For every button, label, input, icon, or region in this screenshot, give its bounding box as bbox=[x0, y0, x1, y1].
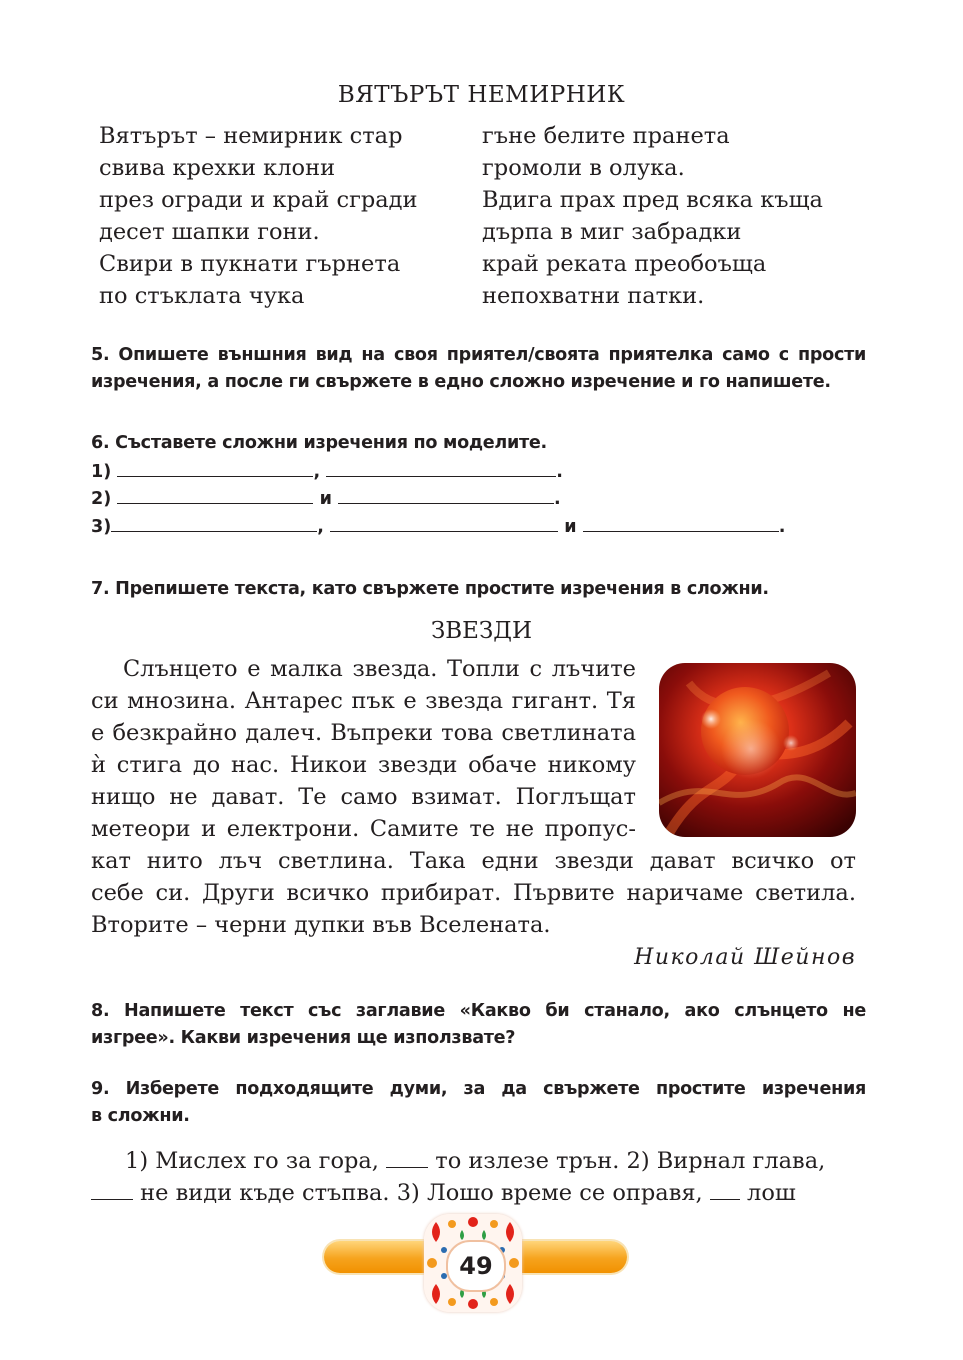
poem-line: громоли в олука. bbox=[482, 155, 685, 181]
separator: и bbox=[319, 489, 332, 509]
poem-line: по стъклата чука bbox=[99, 283, 305, 309]
poem-line: десет шапки гони. bbox=[99, 219, 320, 245]
task-5 bbox=[91, 342, 866, 396]
exercise-text: 1) Мислех го за гора, bbox=[125, 1148, 379, 1174]
poem-line: Вятърът – немирник стар bbox=[99, 123, 403, 149]
task-8-line: изгрее». Какви изречения ще използвате? bbox=[91, 1028, 516, 1048]
story-text-full bbox=[91, 845, 856, 941]
task-9-exercise bbox=[91, 1145, 856, 1209]
poem-line: свива крехки клони bbox=[99, 155, 336, 181]
poem-right-column bbox=[482, 120, 823, 312]
story-line: Вторите – черни дупки във Вселената. bbox=[91, 912, 551, 938]
poem-line: Вдига прах пред всяка къща bbox=[482, 187, 823, 213]
exercise-line bbox=[91, 1177, 856, 1209]
story-line: ѝ стига до нас. Никои звезди обаче никому bbox=[91, 752, 636, 778]
model-number: 3) bbox=[91, 517, 112, 537]
separator: , bbox=[313, 462, 321, 482]
exercise-text: то излезе трън. 2) Вирнал глава, bbox=[435, 1148, 826, 1174]
poem-line: през огради и край сгради bbox=[99, 187, 418, 213]
model-row-3 bbox=[91, 514, 785, 540]
poem-line: край реката преобоъща bbox=[482, 251, 767, 277]
blank-line[interactable] bbox=[117, 461, 313, 477]
task-9 bbox=[91, 1076, 866, 1130]
separator: , bbox=[317, 517, 324, 537]
exercise-line bbox=[91, 1145, 856, 1177]
story-line: Слънцето е малка звезда. Топли с лъчите bbox=[123, 656, 636, 682]
author-signature: Николай Шейнов bbox=[634, 945, 856, 970]
blank-line[interactable] bbox=[583, 516, 779, 532]
poem-title: ВЯТЪРЪТ НЕМИРНИК bbox=[337, 82, 626, 108]
story-title: ЗВЕЗДИ bbox=[430, 618, 533, 644]
task-7-title: 7. Препишете текста, като свържете простите изречения в сложни. bbox=[91, 579, 769, 599]
blank-line[interactable] bbox=[117, 488, 313, 504]
page-number: 49 bbox=[446, 1240, 506, 1292]
story-line: нищо не дават. Те само взимат. Поглъщат bbox=[91, 784, 636, 810]
poem-line: Свири в пукнати гърнета bbox=[99, 251, 401, 277]
task-9-line: 9. Изберете подходящите думи, за да свържете простите изречения bbox=[91, 1079, 866, 1099]
story-line: себе си. Други всичко прибират. Първите наричаме светила. bbox=[91, 880, 856, 906]
exercise-text: не види къде стъпва. 3) Лошо време се оправя, bbox=[140, 1180, 703, 1206]
model-number: 1) bbox=[91, 462, 112, 482]
task-8-line: 8. Напишете текст със заглавие «Какво би станало, ако слънцето не bbox=[91, 1001, 866, 1021]
fill-blank[interactable] bbox=[91, 1181, 133, 1200]
poem-line: непохватни патки. bbox=[482, 283, 705, 309]
fill-blank[interactable] bbox=[710, 1181, 740, 1200]
story-text-wrapped bbox=[91, 653, 636, 845]
task-5-line: изречения, а после ги свържете в едно сложно изречение и го напишете. bbox=[91, 372, 831, 392]
model-row-2 bbox=[91, 486, 561, 512]
exercise-text: лош bbox=[747, 1180, 796, 1206]
fill-blank[interactable] bbox=[386, 1149, 428, 1168]
separator: и bbox=[564, 517, 577, 537]
story-line: кат нито лъч светлина. Така едни звезди дават всичко от bbox=[91, 848, 856, 874]
task-9-line: в сложни. bbox=[91, 1106, 190, 1126]
story-line: си мнозина. Антарес пък е звезда гигант. Тя bbox=[91, 688, 636, 714]
task-5-line: 5. Опишете външния вид на своя приятел/своята приятелка само с прости bbox=[91, 345, 866, 365]
sun-image bbox=[659, 663, 856, 837]
task-6-title: 6. Съставете сложни изречения по моделите. bbox=[91, 433, 547, 453]
model-row-1 bbox=[91, 459, 563, 485]
task-8 bbox=[91, 998, 866, 1052]
poem-left-column bbox=[99, 120, 418, 312]
blank-line[interactable] bbox=[330, 516, 558, 532]
model-number: 2) bbox=[91, 489, 112, 509]
blank-line[interactable] bbox=[338, 488, 554, 504]
poem-line: гъне белите пранета bbox=[482, 123, 730, 149]
blank-line[interactable] bbox=[326, 461, 556, 477]
story-line: е безкрайно далеч. Въпреки това светлината bbox=[91, 720, 636, 746]
blank-line[interactable] bbox=[111, 516, 317, 532]
end-mark: . bbox=[778, 517, 786, 537]
end-mark: . bbox=[554, 489, 561, 509]
poem-line: дърпа в миг забрадки bbox=[482, 219, 742, 245]
end-mark: . bbox=[556, 462, 563, 482]
story-line: метеори и електрони. Самите те не пропус- bbox=[91, 816, 636, 842]
